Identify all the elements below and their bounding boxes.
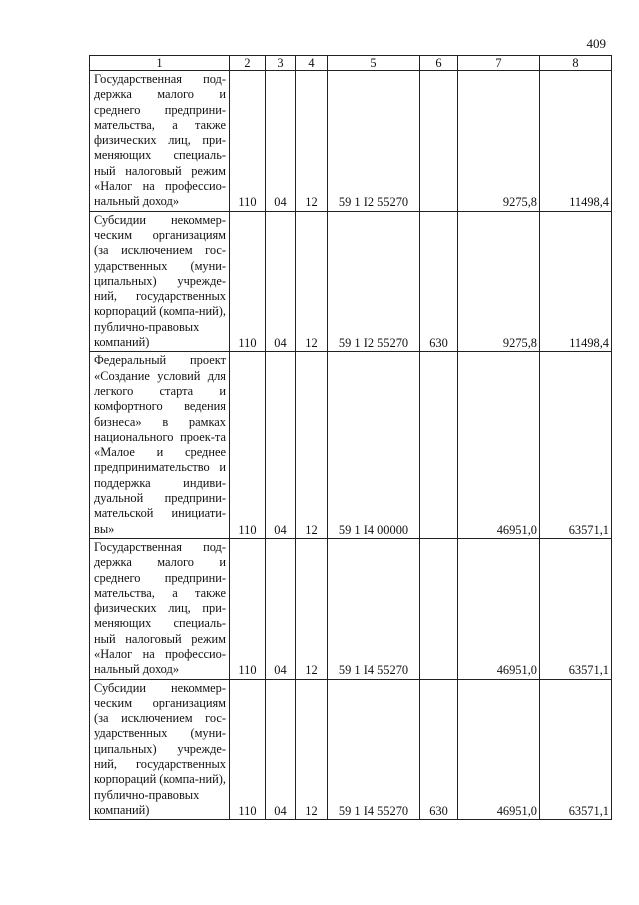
column-header: 8 [540,56,612,71]
cell-amount-col8: 63571,1 [540,679,612,820]
cell-subsection: 12 [296,538,328,679]
cell-code: 110 [230,71,266,212]
cell-expense-type [420,538,458,679]
cell-subsection: 12 [296,679,328,820]
column-header: 4 [296,56,328,71]
cell-amount-col8: 11498,4 [540,211,612,352]
cell-subsection: 12 [296,211,328,352]
column-header: 3 [266,56,296,71]
cell-section: 04 [266,538,296,679]
cell-target-article: 59 1 I2 55270 [328,71,420,212]
cell-amount-col8: 63571,1 [540,538,612,679]
row-description: Государственная под-держка малого и среднего предприни-мательства, а также физических лиц, при-меняющих специаль-ный налоговый режим «Налог на профессио-нальный доход» [90,538,230,679]
column-header: 1 [90,56,230,71]
header-row [90,56,612,71]
cell-amount-col7: 46951,0 [458,352,540,539]
cell-expense-type: 630 [420,679,458,820]
table-row [90,538,612,679]
column-header: 5 [328,56,420,71]
cell-amount-col7: 46951,0 [458,538,540,679]
cell-section: 04 [266,679,296,820]
column-header: 7 [458,56,540,71]
cell-subsection: 12 [296,352,328,539]
column-header: 6 [420,56,458,71]
column-header: 2 [230,56,266,71]
cell-amount-col8: 63571,1 [540,352,612,539]
table-row [90,71,612,212]
row-description: Субсидии некоммер-ческим организациям (за исключением гос-ударственных (муни-ципальных) учрежде-ний, государственных корпораций (компа-ний), публично-правовых компаний) [90,211,230,352]
cell-code: 110 [230,352,266,539]
table-row [90,679,612,820]
cell-target-article: 59 1 I4 55270 [328,538,420,679]
cell-section: 04 [266,352,296,539]
cell-expense-type: 630 [420,211,458,352]
row-description: Государственная под-держка малого и среднего предприни-мательства, а также физических лиц, при-меняющих специаль-ный налоговый режим «Налог на профессио-нальный доход» [90,71,230,212]
cell-amount-col7: 9275,8 [458,71,540,212]
table-row [90,352,612,539]
cell-amount-col7: 9275,8 [458,211,540,352]
cell-expense-type [420,352,458,539]
cell-target-article: 59 1 I2 55270 [328,211,420,352]
cell-subsection: 12 [296,71,328,212]
cell-code: 110 [230,679,266,820]
cell-code: 110 [230,538,266,679]
table-row [90,211,612,352]
row-description: Федеральный проект «Создание условий для легкого старта и комфортного ведения бизнеса» в рамках национального проек-та «Малое и среднее предпринимательство и поддержка индиви-дуальной предприни-мательской инициати-вы» [90,352,230,539]
cell-target-article: 59 1 I4 00000 [328,352,420,539]
cell-code: 110 [230,211,266,352]
cell-section: 04 [266,71,296,212]
budget-table [89,55,612,820]
cell-section: 04 [266,211,296,352]
cell-expense-type [420,71,458,212]
row-description: Субсидии некоммер-ческим организациям (за исключением гос-ударственных (муни-ципальных) учрежде-ний, государственных корпораций (компа-ний), публично-правовых компаний) [90,679,230,820]
page-number: 409 [586,36,606,51]
cell-amount-col7: 46951,0 [458,679,540,820]
cell-target-article: 59 1 I4 55270 [328,679,420,820]
cell-amount-col8: 11498,4 [540,71,612,212]
